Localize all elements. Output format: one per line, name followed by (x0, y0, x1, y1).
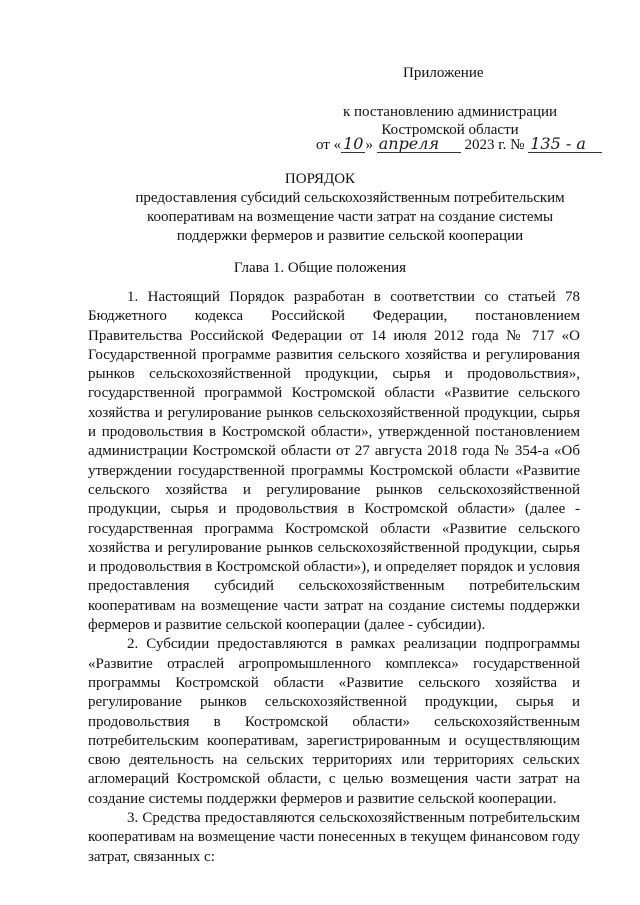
paragraph-2: 2. Субсидии предоставляются в рамках реализации подпрограммы «Развитие отраслей агропромышленного комплекса» государственной программы Костромской области «Развитие сельского хозяйства и регулирование рынков сельскохозяйственной продукции, сырья и продовольствия в Костромской области» сельскохозяйственным потребительским кооперативам, зарегистрированным и осуществляющим свою деятельность на сельских территориях или территориях сельских агломераций Костромской области, с целью возмещения части затрат на создание системы поддержки фермеров и развитие сельской кооперации. (88, 636, 580, 807)
document-body (88, 288, 580, 867)
handwritten-day: 10 (343, 134, 364, 153)
chapter-heading: Глава 1. Общие положения (233, 260, 407, 276)
resolution-date-line (316, 135, 602, 155)
resolution-line-2: Костромской области (381, 122, 519, 138)
handwritten-month: апреля (377, 136, 461, 153)
date-year: 2023 г. № (464, 137, 525, 153)
appendix-label: Приложение (403, 65, 484, 81)
document-title: ПОРЯДОК (284, 171, 356, 187)
handwritten-number: 135 - а (528, 136, 602, 153)
document-subtitle: предоставления субсидий сельскохозяйственным потребительским кооперативам на возмещение части затрат на создание системы поддержки фермеров и развитие сельской кооперации (135, 190, 565, 244)
date-quote-close: » (365, 137, 373, 153)
paragraph-3: 3. Средства предоставляются сельскохозяйственным потребительским кооперативам на возмещение части понесенных в текущем финансовом году затрат, связанных с: (88, 810, 580, 865)
date-prefix: от « (316, 137, 342, 153)
paragraph-1: 1. Настоящий Порядок разработан в соответствии со статьей 78 Бюджетного кодекса Российской Федерации, постановлением Правительства Российской Федерации от 14 июля 2012 года № 717 «О Государственной программе развития сельского хозяйства и регулирования рынков сельскохозяйственной продукции, сырья и продовольствия», государственной программой Костромской области «Развитие сельского хозяйства и регулирование рынков сельскохозяйственной продукции, сырья и продовольствия в Костромской области», утвержденной постановлением администрации Костромской области от 27 августа 2018 года № 354-а «Об утверждении государственной программы Костромской области «Развитие сельского хозяйства и регулирование рынков сельскохозяйственной продукции, сырья и продовольствия в Костромской области» (далее - государственная программа Костромской области «Развитие сельского хозяйства и регулирование рынков сельскохозяйственной продукции, сырья и продовольствия в Костромской области»), и определяет порядок и условия предоставления субсидий сельскохозяйственным потребительским кооперативам на возмещение части затрат на создание системы поддержки фермеров и развитие сельской кооперации (далее - субсидии). (88, 289, 580, 634)
resolution-line-1: к постановлению администрации (342, 104, 558, 120)
